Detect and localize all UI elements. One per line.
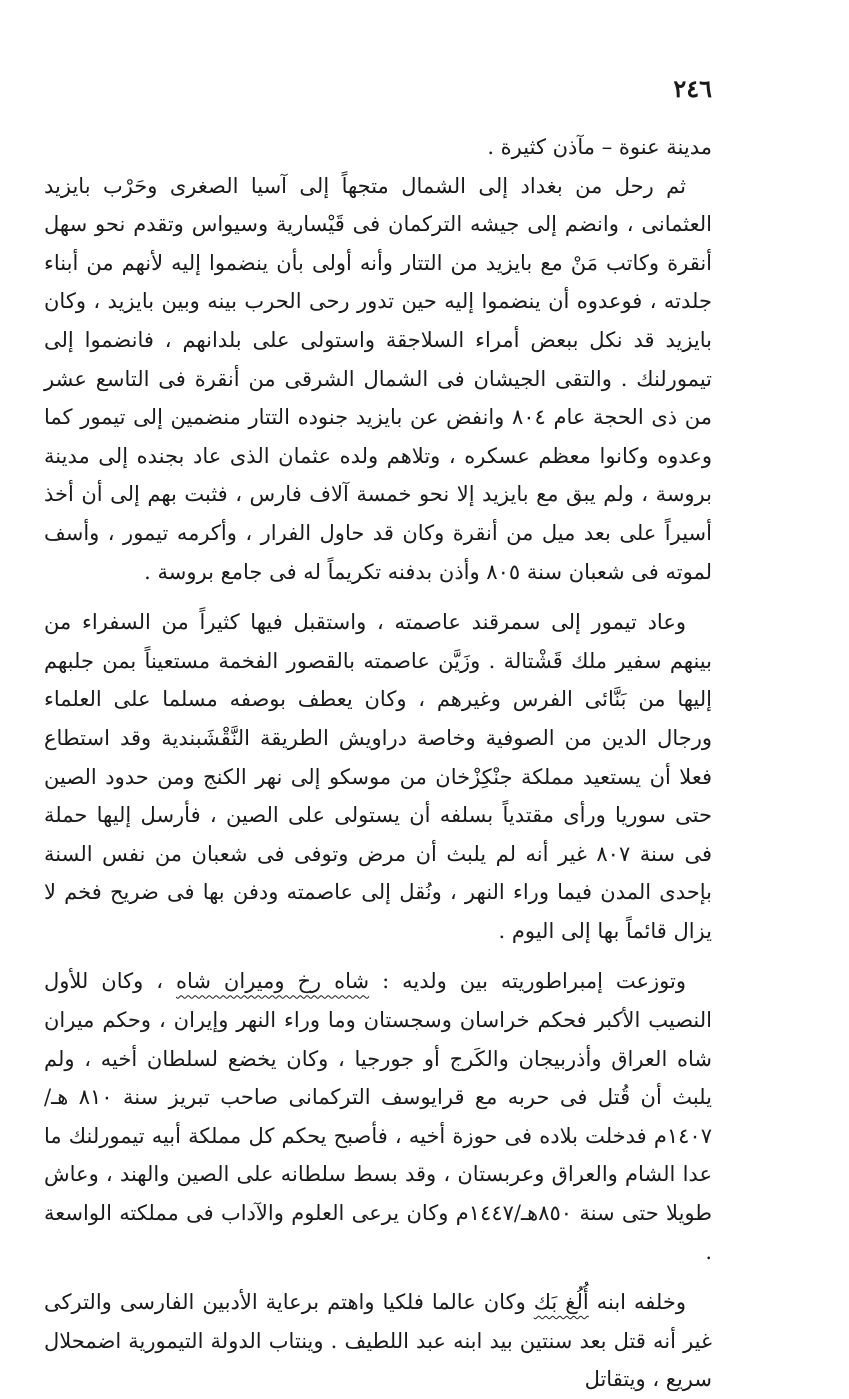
body-text [44,128,712,1399]
paragraph-4-after: ، وكان للأول النصيب الأكبر فحكم خراسان وسجستان وما وراء النهر وإيران ، وحكم ميران شاه العراق وأذربيجان والكَرج أو جورجيا ، وكان يخضع لسلطان أخيه ، ولم يلبث أن قُتل فى حربه مع قرايوسف التركمانى صاحب تبريز سنة ٨١٠ هـ/١٤٠٧م فدخلت بلاده فى حوزة أخيه ، فأصبح يحكم كل مملكة أبيه تيمورلنك ما عدا الشام والعراق وعربستان ، وقد بسط سلطانه على الصين والهند ، وعاش طويلا حتى سنة ٨٥٠هـ/١٤٤٧م وكان يرعى العلوم والآداب فى مملكته الواسعة . [44,969,712,1264]
underlined-name: أُلُغ بَك [533,1290,589,1315]
paragraph-4-before: وتوزعت إمبراطوريته بين ولديه : [369,969,686,994]
paragraph-5-after: وكان عالما فلكيا واهتم برعاية الأدبين الفارسى والتركى غير أنه قتل بعد سنتين بيد ابنه عبد اللطيف . وينتاب الدولة التيمورية اضمحلال سريع ، ويتقاتل [44,1290,712,1392]
paragraph-5-before: وخلفه ابنه [588,1290,686,1315]
paragraph-2: ثم رحل من بغداد إلى الشمال متجهاً إلى آسيا الصغرى وحَرْب بايزيد العثمانى ، وانضم إلى جيشه التركمان فى قَيْسارية وسيواس وتقدم نحو سهل أنقرة وكاتب مَنْ مع بايزيد من التتار وأنه أولى بأن ينضموا إليه لأنهم من أبناء جلدته ، فوعدوه أن ينضموا إليه حين تدور رحى الحرب بينه وبين بايزيد ، وكان بايزيد قد نكل ببعض أمراء السلاجقة واستولى على بلدانهم ، فانضموا إلى تيمورلنك . والتقى الجيشان فى الشمال الشرقى من أنقرة فى التاسع عشر من ذى الحجة عام ٨٠٤ وانفض عن بايزيد جنوده التتار منضمين إلى تيمور كما وعدوه وكانوا معظم عسكره ، وتلاهم ولده عثمان الذى عاد بجنده إلى مدينة بروسة ، ولم يبق مع بايزيد إلا نحو خمسة آلاف فارس ، فثبت بهم إلى أن أخذ أسيراً على بعد ميل من أنقرة وكان قد حاول الفرار ، وأكرمه تيمور ، وأسف لموته فى شعبان سنة ٨٠٥ وأذن بدفنه تكريماً له فى جامع بروسة . [44,173,712,584]
paragraph-3: وعاد تيمور إلى سمرقند عاصمته ، واستقبل فيها كثيراً من السفراء من بينهم سفير ملك قَشْتالة . وزَيَّن عاصمته بالقصور الفخمة مستعيناً بمن جلبهم إليها من بَنَّائى الفرس وغيرهم ، وكان يعطف بوصفه مسلما على العلماء ورجال الدين من الصوفية وخاصة دراويش الطريقة النَّقْشَبندية وقد استطاع فعلا أن يستعيد مملكة جنْكِزْخان من موسكو إلى نهر الكنج ومن حدود الصين حتى سوريا ورأى مقتدياً بسلفه أن يستولى على الصين ، فأرسل إليها حملة فى سنة ٨٠٧ غير أنه لم يلبث أن مرض وتوفى فى شعبان من نفس السنة بإحدى المدن فيما وراء النهر ، ونُقل إلى عاصمته ودفن بها فى ضريح فخم لا يزال قائماً بها إلى اليوم . [44,610,712,943]
paragraph-5 [44,1283,712,1399]
paragraph-1: مدينة عنوة – مآذن كثيرة . [487,135,712,159]
underlined-names: شاه رخ وميران شاه [175,969,370,994]
page-number: ٢٤٦ [673,74,712,103]
paragraph-4 [44,962,712,1271]
